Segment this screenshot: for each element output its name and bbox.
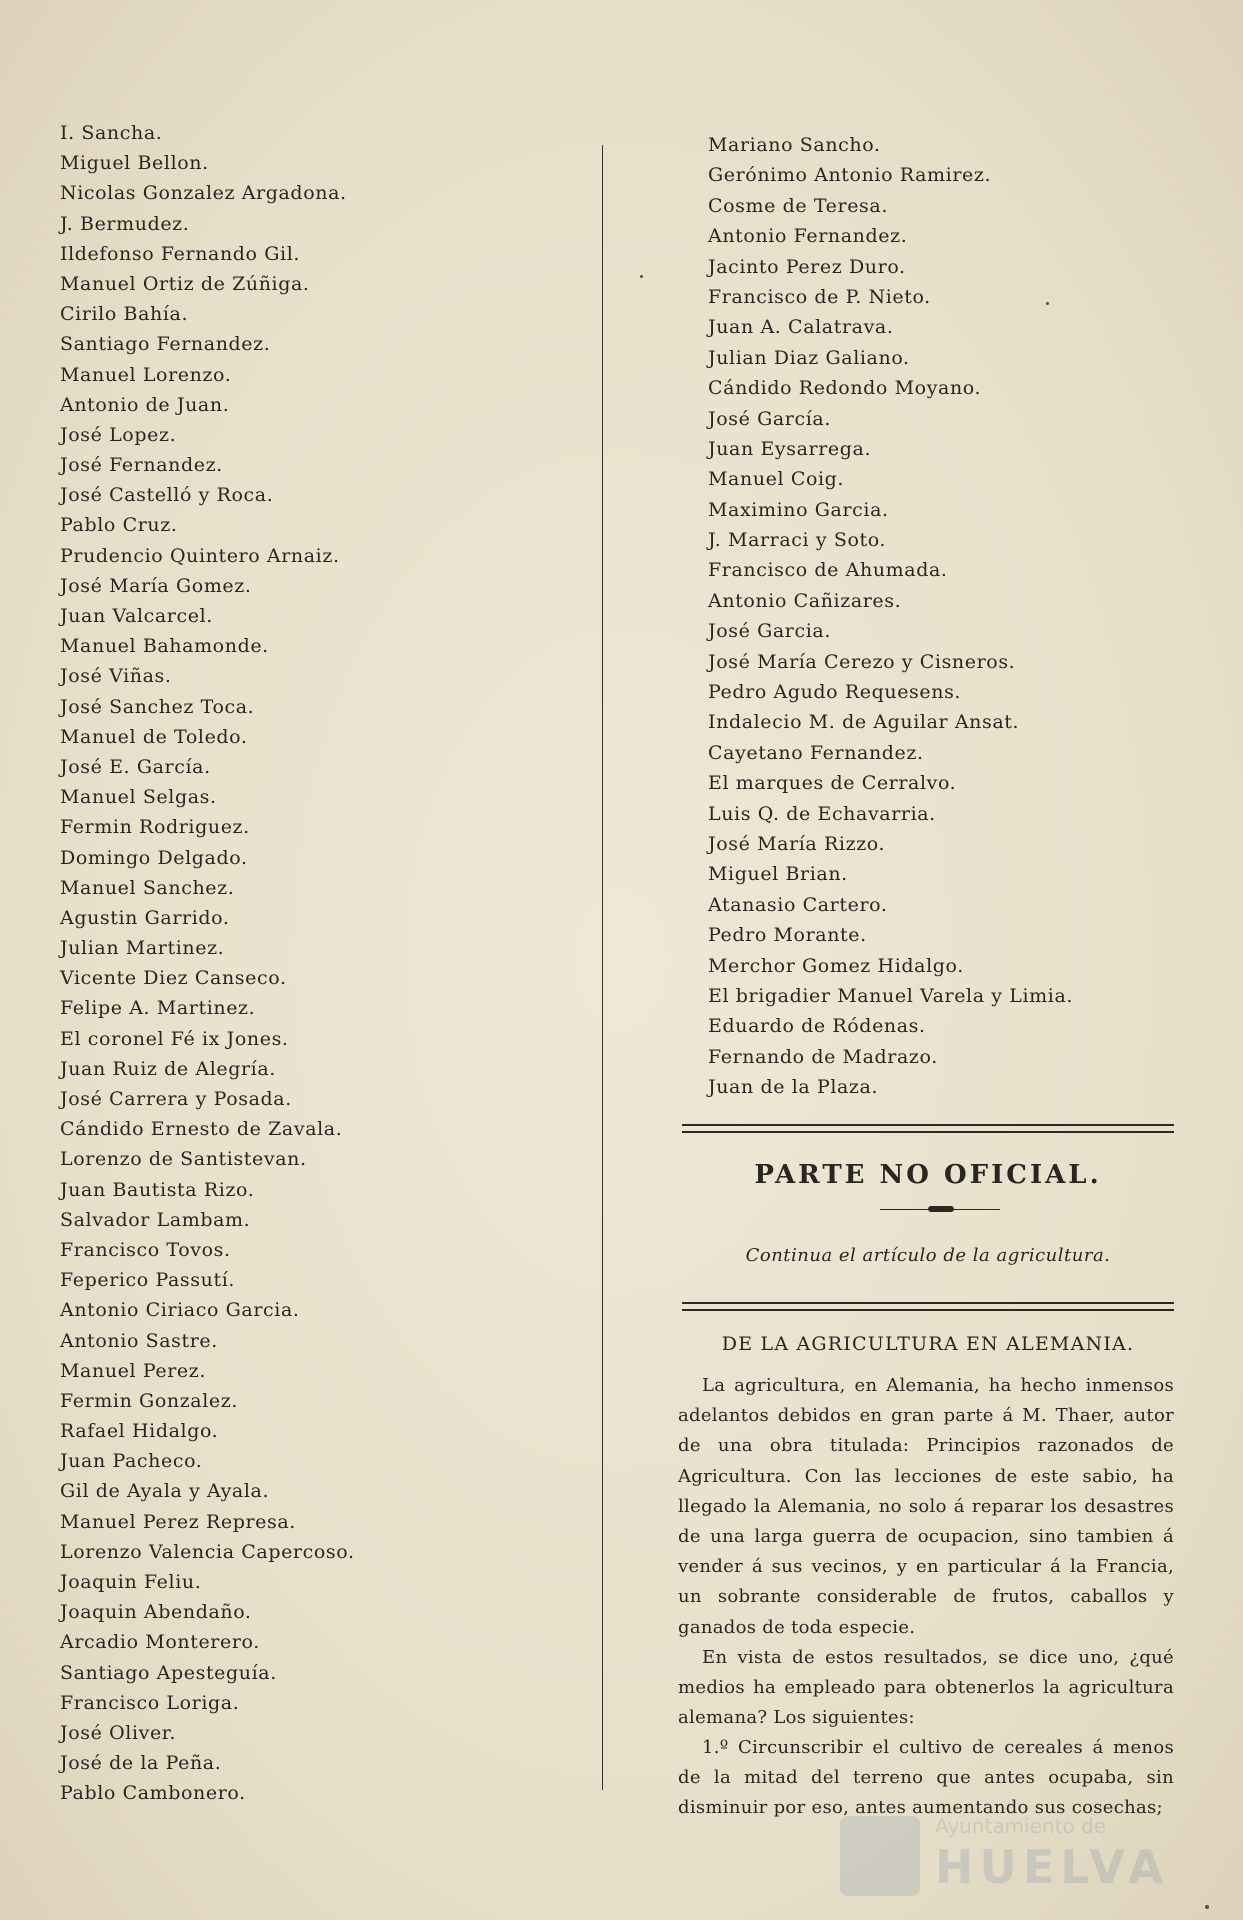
right-name-entry: El brigadier Manuel Varela y Limia. xyxy=(708,984,1074,1007)
right-name-entry: J. Marraci y Soto. xyxy=(708,529,887,552)
left-name-entry: Manuel Ortiz de Zúñiga. xyxy=(60,272,310,295)
paper-speck xyxy=(1205,1905,1209,1909)
right-name-entry: Manuel Coig. xyxy=(708,468,845,491)
left-name-list xyxy=(60,118,580,1809)
right-name-entry: Cosme de Teresa. xyxy=(708,194,888,217)
left-name-entry: Arcadio Monterero. xyxy=(60,1631,260,1654)
paper-speck xyxy=(640,275,643,278)
right-name-entry: El marques de Cerralvo. xyxy=(708,772,957,795)
left-name-entry: Prudencio Quintero Arnaiz. xyxy=(60,544,340,567)
right-name-entry: Francisco de Ahumada. xyxy=(708,559,948,582)
left-name-entry: Felipe A. Martinez. xyxy=(60,997,256,1020)
right-name-entry: Juan Eysarrega. xyxy=(708,437,872,460)
left-name-entry: Antonio Sastre. xyxy=(60,1329,218,1352)
left-name-entry: Manuel Bahamonde. xyxy=(60,635,269,658)
right-name-entry: José María Rizzo. xyxy=(708,832,886,855)
archive-watermark xyxy=(840,1810,1170,1900)
left-name-entry: José Fernandez. xyxy=(60,454,223,477)
left-name-entry: Fermin Gonzalez. xyxy=(60,1389,239,1412)
right-name-entry: Eduardo de Ródenas. xyxy=(708,1015,926,1038)
left-name-entry: Fermin Rodriguez. xyxy=(60,816,250,839)
right-name-entry: Antonio Fernandez. xyxy=(708,225,908,248)
right-name-entry: Pedro Agudo Requesens. xyxy=(708,681,962,704)
left-name-entry: Manuel Sanchez. xyxy=(60,876,235,899)
right-name-entry: José Garcia. xyxy=(708,620,831,643)
right-name-entry: Fernando de Madrazo. xyxy=(708,1045,938,1068)
right-name-entry: José María Cerezo y Cisneros. xyxy=(708,650,1016,673)
paper-speck xyxy=(1046,302,1049,305)
left-name-entry: Santiago Fernandez. xyxy=(60,333,271,356)
left-name-entry: José de la Peña. xyxy=(60,1752,222,1775)
left-name-entry: I. Sancha. xyxy=(60,122,163,144)
left-name-entry: Miguel Bellon. xyxy=(60,152,209,175)
left-name-entry: Rafael Hidalgo. xyxy=(60,1420,219,1443)
left-name-entry: Cirilo Bahía. xyxy=(60,303,189,326)
section-subtitle: Continua el artículo de la agricultura. xyxy=(745,1245,1111,1266)
left-name-entry: Francisco Loriga. xyxy=(60,1691,240,1714)
left-name-entry: Pablo Cruz. xyxy=(60,514,178,537)
left-name-entry: Vicente Diez Canseco. xyxy=(60,967,287,990)
left-name-entry: Francisco Tovos. xyxy=(60,1238,231,1261)
left-name-entry: José Sanchez Toca. xyxy=(60,695,255,718)
right-name-entry: Gerónimo Antonio Ramirez. xyxy=(708,164,992,187)
left-name-entry: El coronel Fé ix Jones. xyxy=(60,1027,289,1050)
right-name-entry: Cayetano Fernandez. xyxy=(708,741,924,764)
left-name-entry: Feperico Passutí. xyxy=(60,1269,236,1292)
right-name-entry: Antonio Cañizares. xyxy=(708,589,902,612)
right-name-entry: José García. xyxy=(708,407,831,430)
right-name-entry: Juan de la Plaza. xyxy=(708,1076,879,1099)
section-rule-top xyxy=(682,1124,1174,1133)
archive-logo-icon xyxy=(840,1816,920,1896)
left-name-entry: José E. García. xyxy=(60,755,211,778)
column-divider xyxy=(602,145,603,1790)
watermark-big-text: HUELVA xyxy=(935,1840,1170,1894)
article-paragraph-2: En vista de estos resultados, se dice uno, ¿qué medios ha empleado para obtenerlos la agricultura alemana? Los siguientes: xyxy=(678,1647,1174,1729)
right-name-entry: Merchor Gomez Hidalgo. xyxy=(708,954,964,977)
left-name-entry: Cándido Ernesto de Zavala. xyxy=(60,1118,343,1141)
left-name-entry: Ildefonso Fernando Gil. xyxy=(60,242,301,265)
left-name-entry: José Oliver. xyxy=(60,1721,177,1744)
left-name-entry: Juan Pacheco. xyxy=(60,1450,203,1473)
left-name-entry: Lorenzo Valencia Capercoso. xyxy=(60,1540,355,1563)
right-name-entry: Francisco de P. Nieto. xyxy=(708,285,931,308)
left-name-entry: Antonio de Juan. xyxy=(60,393,230,416)
left-name-entry: Joaquin Feliu. xyxy=(60,1571,202,1593)
right-name-entry: Atanasio Cartero. xyxy=(708,893,888,916)
watermark-small-text: Ayuntamiento de xyxy=(935,1814,1107,1838)
right-name-entry: Jacinto Perez Duro. xyxy=(708,255,906,278)
left-name-entry: Juan Valcarcel. xyxy=(60,605,213,627)
left-name-entry: Juan Ruiz de Alegría. xyxy=(60,1057,276,1080)
right-name-entry: Mariano Sancho. xyxy=(708,134,881,156)
left-name-entry: Santiago Apesteguía. xyxy=(60,1661,277,1684)
left-name-entry: Manuel Lorenzo. xyxy=(60,363,232,386)
right-name-entry: Indalecio M. de Aguilar Ansat. xyxy=(708,711,1020,734)
left-name-entry: Joaquin Abendaño. xyxy=(60,1601,252,1624)
left-name-entry: Manuel de Toledo. xyxy=(60,725,248,748)
left-name-entry: Lorenzo de Santistevan. xyxy=(60,1148,307,1171)
article-paragraph-3: 1.º Circunscribir el cultivo de cereales á menos de la mitad del terreno que antes ocupaba, sin disminuir por eso, antes aumentando sus cosechas; xyxy=(678,1737,1174,1819)
left-name-entry: Agustin Garrido. xyxy=(60,906,230,929)
left-name-entry: Julian Martinez. xyxy=(60,937,225,960)
section-heading: PARTE NO OFICIAL. xyxy=(754,1160,1102,1190)
right-name-entry: Luis Q. de Echavarria. xyxy=(708,802,936,825)
right-name-entry: Maximino Garcia. xyxy=(708,498,889,521)
left-name-entry: Nicolas Gonzalez Argadona. xyxy=(60,182,347,205)
left-name-entry: José María Gomez. xyxy=(60,574,252,597)
left-name-entry: Domingo Delgado. xyxy=(60,846,248,869)
left-name-entry: José Castelló y Roca. xyxy=(60,484,274,507)
left-name-entry: José Carrera y Posada. xyxy=(60,1088,292,1110)
left-name-entry: José Viñas. xyxy=(60,665,172,688)
section-rule-bottom xyxy=(682,1302,1174,1311)
left-name-entry: J. Bermudez. xyxy=(60,212,190,235)
left-name-entry: Salvador Lambam. xyxy=(60,1208,251,1231)
right-name-list xyxy=(708,130,1178,1103)
right-name-entry: Juan A. Calatrava. xyxy=(708,316,894,339)
left-name-entry: José Lopez. xyxy=(60,423,177,446)
left-name-entry: Manuel Selgas. xyxy=(60,786,217,809)
left-name-entry: Pablo Cambonero. xyxy=(60,1782,246,1805)
left-name-entry: Manuel Perez Represa. xyxy=(60,1510,296,1533)
left-name-entry: Juan Bautista Rizo. xyxy=(60,1178,255,1201)
left-name-entry: Antonio Ciriaco Garcia. xyxy=(60,1299,300,1322)
right-name-entry: Pedro Morante. xyxy=(708,924,867,947)
ornament-center xyxy=(928,1206,954,1212)
right-name-entry: Miguel Brian. xyxy=(708,863,848,886)
article-paragraph-1: La agricultura, en Alemania, ha hecho inmensos adelantos debidos en gran parte á M. Thaer, autor de una obra titulada: Principios razonados de Agricultura. Con las lecciones de este sabio, ha llegado la Alemania, no solo á reparar los desastres de una larga guerra de ocupacion, sino tambien á vender á sus vecinos, y en particular á la Francia, un sobrante considerable de frutos, caballos y ganados de toda especie. xyxy=(678,1375,1174,1638)
left-name-entry: Gil de Ayala y Ayala. xyxy=(60,1480,270,1503)
article-title: DE LA AGRICULTURA EN ALEMANIA. xyxy=(721,1333,1135,1355)
right-name-entry: Cándido Redondo Moyano. xyxy=(708,377,982,400)
right-name-entry: Julian Diaz Galiano. xyxy=(708,346,910,369)
left-name-entry: Manuel Perez. xyxy=(60,1359,206,1382)
